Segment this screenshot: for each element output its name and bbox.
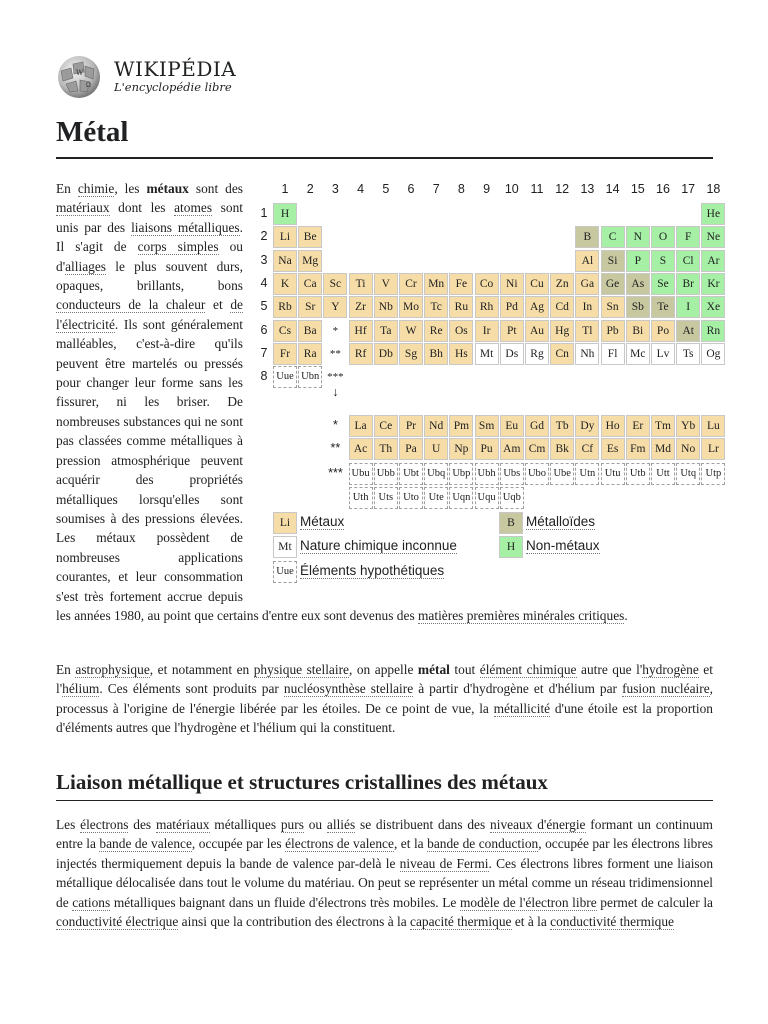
legend-label[interactable]: Nature chimique inconnue <box>300 538 457 554</box>
article-link[interactable]: conductivité électrique <box>56 914 179 930</box>
article-link[interactable]: liaisons métalliques <box>131 219 240 235</box>
element-cell[interactable]: Be <box>298 226 322 248</box>
element-cell[interactable]: Fe <box>449 273 473 295</box>
article-link[interactable]: bande de valence <box>99 836 192 852</box>
text-run: métalliques baignant dans un fluide d'électrons très mobiles. Le <box>110 894 460 910</box>
article-link[interactable]: modèle de l'électron libre <box>460 894 597 910</box>
text-run: . Il s'agit de <box>56 219 243 255</box>
element-cell[interactable]: N <box>626 226 650 248</box>
element-cell[interactable]: Sb <box>626 296 650 318</box>
element-cell[interactable]: Pd <box>500 296 524 318</box>
article-link[interactable]: matériaux <box>56 200 110 216</box>
article-link[interactable]: nucléosynthèse stellaire <box>283 681 414 697</box>
element-cell[interactable]: Xe <box>701 296 725 318</box>
text-run: . Ces éléments sont produits par <box>99 681 284 697</box>
element-cell[interactable]: Utn <box>575 463 599 485</box>
element-cell[interactable]: Ra <box>298 343 322 365</box>
element-cell[interactable]: Ar <box>701 250 725 272</box>
element-cell[interactable]: Bi <box>626 320 650 342</box>
article-link[interactable]: purs <box>280 817 304 832</box>
text-run: se distribuent dans des <box>355 817 491 832</box>
element-cell[interactable]: Ubs <box>500 463 524 485</box>
element-cell[interactable]: Po <box>651 320 675 342</box>
section-heading: Liaison métallique et structures cristallines des métaux <box>56 770 548 794</box>
element-cell[interactable]: Mo <box>399 296 423 318</box>
title-divider <box>56 157 713 159</box>
element-cell[interactable]: Ute <box>424 487 448 509</box>
element-cell[interactable]: Ag <box>525 296 549 318</box>
element-cell[interactable]: Co <box>475 273 499 295</box>
element-cell[interactable]: S <box>651 250 675 272</box>
article-link[interactable]: fusion nucléaire <box>622 681 710 697</box>
element-cell[interactable]: Utq <box>676 463 700 485</box>
text-run: , et la <box>393 836 428 852</box>
article-link[interactable]: cations <box>72 894 111 910</box>
element-cell[interactable]: Ubh <box>475 463 499 485</box>
article-link[interactable]: corps simples <box>137 239 219 255</box>
element-cell[interactable]: Rf <box>349 343 373 365</box>
puzzle-globe-icon <box>56 54 102 100</box>
element-cell[interactable]: Ni <box>500 273 524 295</box>
article-link[interactable]: physique stellaire <box>253 662 349 677</box>
element-cell[interactable]: W <box>399 320 423 342</box>
element-cell[interactable]: Ubu <box>349 463 373 485</box>
article-link[interactable]: métallicité <box>493 700 551 716</box>
element-cell[interactable]: Tm <box>651 415 675 437</box>
element-cell[interactable]: Es <box>601 438 625 460</box>
article-link[interactable]: électrons <box>80 817 129 832</box>
element-cell[interactable]: Hg <box>550 320 574 342</box>
element-cell[interactable]: Cr <box>399 273 423 295</box>
period-number: 3 <box>260 252 268 267</box>
text-run: et <box>205 297 231 313</box>
article-link[interactable]: électrons de valence <box>285 836 394 852</box>
element-cell[interactable]: Cs <box>273 320 297 342</box>
element-cell[interactable]: Ru <box>449 296 473 318</box>
element-cell[interactable]: Ac <box>349 438 373 460</box>
element-cell[interactable]: Si <box>601 250 625 272</box>
text-run: . Ils sont généralement malléables, c'est-à-dire qu'ils peuvent être martelés ou pressés pour changer leur forme sans les fissurer, ni les briser. De nombreuses substances qui ne sont pas classées comme métalliques à pression atmosphérique peuvent acquérir des propriétés métalliques lorsqu'elles sont soumises à des pressions élevées. Les métaux possèdent de nombreuses applications courantes, et leur consommation s'est très fortement accrue depuis les années 1980, au point que certains d'entre eux sont devenus des <box>56 316 418 623</box>
legend-swatch: B <box>499 512 523 534</box>
text-run: , et notamment en <box>149 662 254 677</box>
group-number: 14 <box>605 182 620 196</box>
element-cell[interactable]: Rb <box>273 296 297 318</box>
period-number: 8 <box>260 369 268 384</box>
series-marker: * <box>332 417 338 432</box>
group-number: 9 <box>483 182 491 196</box>
element-cell[interactable]: Ho <box>601 415 625 437</box>
element-cell[interactable]: Ge <box>601 273 625 295</box>
element-cell[interactable]: Am <box>500 438 524 460</box>
element-cell[interactable]: He <box>701 203 725 225</box>
element-cell[interactable]: Cf <box>575 438 599 460</box>
group-number: 3 <box>331 182 339 196</box>
element-cell[interactable]: Uts <box>374 487 398 509</box>
element-cell[interactable]: Np <box>449 438 473 460</box>
element-cell[interactable]: Eu <box>500 415 524 437</box>
element-cell[interactable]: U <box>424 438 448 460</box>
group-number: 15 <box>630 182 645 196</box>
element-cell[interactable]: Te <box>651 296 675 318</box>
legend-label[interactable]: Éléments hypothétiques <box>300 562 445 578</box>
element-cell[interactable]: Yb <box>676 415 700 437</box>
element-cell[interactable]: Re <box>424 320 448 342</box>
element-cell[interactable]: Utb <box>626 463 650 485</box>
article-link[interactable]: chimie <box>77 181 115 196</box>
element-cell[interactable]: Utp <box>701 463 725 485</box>
text-run: sont unis par des <box>56 200 243 235</box>
period-number: 5 <box>260 299 268 314</box>
text-run: dont les <box>109 200 175 216</box>
text-run: ou <box>303 817 327 832</box>
article-link[interactable]: élément chimique <box>479 662 577 677</box>
element-cell[interactable]: P <box>626 250 650 272</box>
group-number: 1 <box>281 182 289 196</box>
element-cell[interactable]: Cl <box>676 250 700 272</box>
element-cell[interactable]: Ga <box>575 273 599 295</box>
group-number: 2 <box>306 182 314 196</box>
element-cell[interactable]: Fr <box>273 343 297 365</box>
text-run: , processus à l'origine de l'énergie libérée par les étoiles. De ce point de vue, la <box>56 681 714 716</box>
text-run: Les <box>56 817 81 832</box>
element-cell[interactable]: F <box>676 226 700 248</box>
element-cell[interactable]: C <box>601 226 625 248</box>
group-number: 16 <box>656 182 670 196</box>
article-link[interactable]: matériaux <box>155 817 210 832</box>
element-cell[interactable]: Nd <box>424 415 448 437</box>
bold-term: métal <box>417 662 450 677</box>
text-run: autre que l' <box>576 662 643 677</box>
group-number: 12 <box>555 182 570 196</box>
element-cell[interactable]: Bh <box>424 343 448 365</box>
element-cell[interactable]: Uto <box>399 487 423 509</box>
element-cell[interactable]: As <box>626 273 650 295</box>
element-cell[interactable]: No <box>676 438 700 460</box>
page-title: Métal <box>56 116 129 148</box>
series-arrow: ↓ <box>332 385 339 400</box>
logo-tagline: L'encyclopédie libre <box>114 80 232 94</box>
text-run: En <box>56 662 76 677</box>
element-cell[interactable]: * <box>323 320 347 342</box>
text-run: , les <box>114 181 147 196</box>
period-number: 1 <box>260 206 268 220</box>
element-cell[interactable]: Dy <box>575 415 599 437</box>
series-marker: ** <box>330 441 341 455</box>
element-cell[interactable]: Fm <box>626 438 650 460</box>
element-cell[interactable]: Rn <box>701 320 725 342</box>
article-link[interactable]: matières premières minérales critiques <box>418 607 625 623</box>
element-cell[interactable]: Lu <box>701 415 725 437</box>
element-cell[interactable]: B <box>575 226 599 248</box>
element-cell[interactable]: Bk <box>550 438 574 460</box>
text-run: , occupée par les électrons libres injectés thermiquement depuis la bande de valence par-delà le <box>56 836 713 871</box>
element-cell[interactable]: Th <box>374 438 398 460</box>
element-cell[interactable]: Ubn <box>298 366 322 388</box>
group-number: 10 <box>504 182 519 196</box>
element-cell[interactable]: Mc <box>626 343 650 365</box>
text-run: . Ces électrons libres forment une liaison métallique délocalisée dans tout le volume du matériau. On peut se représenter un métal comme un réseau tridimensionnel de <box>56 855 713 910</box>
text-run: ou d' <box>56 239 243 274</box>
element-cell[interactable]: I <box>676 296 700 318</box>
element-cell[interactable]: Tl <box>575 320 599 342</box>
element-cell[interactable]: Kr <box>701 273 725 295</box>
text-run: permet de calculer la <box>596 894 713 910</box>
text-run: sont des <box>188 181 244 196</box>
article-link[interactable]: conductivité thermique <box>550 914 674 930</box>
element-cell[interactable]: Ne <box>701 226 725 248</box>
element-cell[interactable]: Sn <box>601 296 625 318</box>
article-link[interactable]: atomes <box>174 200 213 216</box>
element-cell[interactable]: Hs <box>449 343 473 365</box>
element-cell[interactable]: Sr <box>298 296 322 318</box>
element-cell[interactable]: Ubb <box>374 463 398 485</box>
legend-label[interactable]: Métaux <box>300 513 345 529</box>
article-link[interactable]: capacité thermique <box>410 914 512 930</box>
element-cell[interactable]: Gd <box>525 415 549 437</box>
element-cell[interactable]: K <box>273 273 297 295</box>
element-cell[interactable]: Uqu <box>475 487 499 509</box>
bold-term: métaux <box>146 181 189 196</box>
legend-swatch: Uue <box>273 561 297 583</box>
legend-label[interactable]: Métalloïdes <box>526 513 596 529</box>
article-link[interactable]: hélium <box>62 681 100 697</box>
element-cell[interactable]: *** <box>323 366 347 388</box>
group-number: 8 <box>457 182 465 196</box>
element-cell[interactable]: Cn <box>550 343 574 365</box>
group-number: 5 <box>382 182 390 196</box>
element-cell[interactable]: Lv <box>651 343 675 365</box>
legend-swatch: H <box>499 536 523 558</box>
element-cell[interactable]: Nb <box>374 296 398 318</box>
element-cell[interactable]: Se <box>651 273 675 295</box>
element-cell[interactable]: Mt <box>475 343 499 365</box>
element-cell[interactable]: Zr <box>349 296 373 318</box>
group-number: 17 <box>681 182 696 196</box>
article-link[interactable]: niveau de Fermi <box>399 855 489 871</box>
astrophysics-paragraph <box>56 660 713 738</box>
text-run: le plus souvent durs, opaques, brillants, bons <box>56 258 243 294</box>
text-run: tout <box>449 662 480 677</box>
element-cell[interactable]: In <box>575 296 599 318</box>
element-cell[interactable]: Ta <box>374 320 398 342</box>
element-cell[interactable]: Li <box>273 226 297 248</box>
element-cell[interactable]: La <box>349 415 373 437</box>
element-cell[interactable]: Pr <box>399 415 423 437</box>
metallic-bond-paragraph <box>56 815 713 955</box>
element-cell[interactable]: Uqn <box>449 487 473 509</box>
element-cell[interactable]: Md <box>651 438 675 460</box>
element-cell[interactable]: Sm <box>475 415 499 437</box>
wikipedia-logo[interactable] <box>56 54 236 100</box>
element-cell[interactable]: Mn <box>424 273 448 295</box>
svg-text:Ω: Ω <box>86 82 91 89</box>
text-run: à partir d'hydrogène et d'hélium par <box>413 681 623 697</box>
text-run: et à la <box>511 914 551 930</box>
article-link[interactable]: alliages <box>65 258 107 274</box>
text-run: , occupée par les <box>191 836 286 852</box>
element-cell[interactable]: ** <box>323 343 347 365</box>
element-cell[interactable]: Pu <box>475 438 499 460</box>
section-divider <box>56 800 713 801</box>
group-number: 4 <box>357 182 365 196</box>
text-run: ainsi que la contribution des électrons à la <box>178 914 410 930</box>
element-cell[interactable]: Ube <box>550 463 574 485</box>
period-number: 4 <box>260 275 268 290</box>
element-cell[interactable]: Uqb <box>500 487 524 509</box>
period-number: 7 <box>260 345 268 360</box>
element-cell[interactable]: Au <box>525 320 549 342</box>
element-cell[interactable]: Pm <box>449 415 473 437</box>
legend-swatch: Li <box>273 512 297 534</box>
element-cell[interactable]: Al <box>575 250 599 272</box>
element-cell[interactable]: Cm <box>525 438 549 460</box>
legend-label[interactable]: Non-métaux <box>526 538 600 554</box>
element-cell[interactable]: Fl <box>601 343 625 365</box>
element-cell[interactable]: Tc <box>424 296 448 318</box>
element-cell[interactable]: Og <box>701 343 725 365</box>
group-number: 7 <box>432 182 440 196</box>
group-number: 13 <box>580 182 595 196</box>
text-run: formant un continuum entre la <box>56 817 713 852</box>
element-cell[interactable]: Pt <box>500 320 524 342</box>
element-cell[interactable]: Ti <box>349 273 373 295</box>
element-cell[interactable]: Rh <box>475 296 499 318</box>
element-cell[interactable]: Sc <box>323 273 347 295</box>
text-run: des <box>128 817 156 832</box>
element-cell[interactable]: Mg <box>298 250 322 272</box>
article-link[interactable]: astrophysique <box>75 662 150 677</box>
element-cell[interactable]: Uth <box>349 487 373 509</box>
group-number: 18 <box>706 182 721 196</box>
element-cell[interactable]: Utt <box>651 463 675 485</box>
element-cell[interactable]: Db <box>374 343 398 365</box>
element-cell[interactable]: Ubp <box>449 463 473 485</box>
element-cell[interactable]: Y <box>323 296 347 318</box>
element-cell[interactable]: Lr <box>701 438 725 460</box>
element-cell[interactable]: Utu <box>601 463 625 485</box>
period-number: 2 <box>260 229 268 244</box>
text-run: métalliques <box>209 817 281 832</box>
periodic-table <box>258 181 722 596</box>
element-cell[interactable]: Pb <box>601 320 625 342</box>
element-cell[interactable]: H <box>273 203 297 225</box>
period-number: 6 <box>260 322 268 337</box>
article-link[interactable]: niveaux d'énergie <box>490 817 586 832</box>
element-cell[interactable]: Ubo <box>525 463 549 485</box>
series-marker: *** <box>328 466 343 481</box>
element-cell[interactable]: Rg <box>525 343 549 365</box>
element-cell[interactable]: Nh <box>575 343 599 365</box>
element-cell[interactable]: Ca <box>298 273 322 295</box>
element-cell[interactable]: Br <box>676 273 700 295</box>
text-run: d'une étoile est la proportion d'éléments autres que l'hydrogène et l'hélium qui la constituent. <box>56 700 713 736</box>
element-cell[interactable]: Pa <box>399 438 423 460</box>
element-cell[interactable]: Ubt <box>399 463 423 485</box>
article-link[interactable]: hydrogène <box>642 662 699 677</box>
text-run: et l' <box>56 662 713 697</box>
element-cell[interactable]: Na <box>273 250 297 272</box>
text-run: En <box>56 181 78 196</box>
element-cell[interactable]: Ts <box>676 343 700 365</box>
element-cell[interactable]: Cd <box>550 296 574 318</box>
element-cell[interactable]: Hf <box>349 320 373 342</box>
element-cell[interactable]: Os <box>449 320 473 342</box>
element-cell[interactable]: Er <box>626 415 650 437</box>
text-run: . <box>624 607 628 623</box>
text-run: , on appelle <box>348 662 418 677</box>
group-number: 11 <box>530 182 544 196</box>
element-cell[interactable]: V <box>374 273 398 295</box>
element-cell[interactable]: Ubq <box>424 463 448 485</box>
element-cell[interactable]: O <box>651 226 675 248</box>
element-cell[interactable]: Tb <box>550 415 574 437</box>
element-cell[interactable]: Ba <box>298 320 322 342</box>
article-link[interactable]: alliés <box>326 817 356 832</box>
element-cell[interactable]: Ce <box>374 415 398 437</box>
legend-swatch: Mt <box>273 536 297 558</box>
element-cell[interactable]: At <box>676 320 700 342</box>
element-cell[interactable]: Ds <box>500 343 524 365</box>
logo-wordmark: WIKIPÉDIA <box>114 57 237 81</box>
element-cell[interactable]: Zn <box>550 273 574 295</box>
element-cell[interactable]: Cu <box>525 273 549 295</box>
article-link[interactable]: bande de conduction <box>427 836 539 852</box>
svg-text:W: W <box>76 69 84 77</box>
element-cell[interactable]: Sg <box>399 343 423 365</box>
article-link[interactable]: conducteurs de la chaleur <box>56 297 206 313</box>
group-number: 6 <box>407 182 415 196</box>
article-link[interactable]: de l'électricité <box>56 297 243 332</box>
element-cell[interactable]: Uue <box>273 366 297 388</box>
element-cell[interactable]: Ir <box>475 320 499 342</box>
